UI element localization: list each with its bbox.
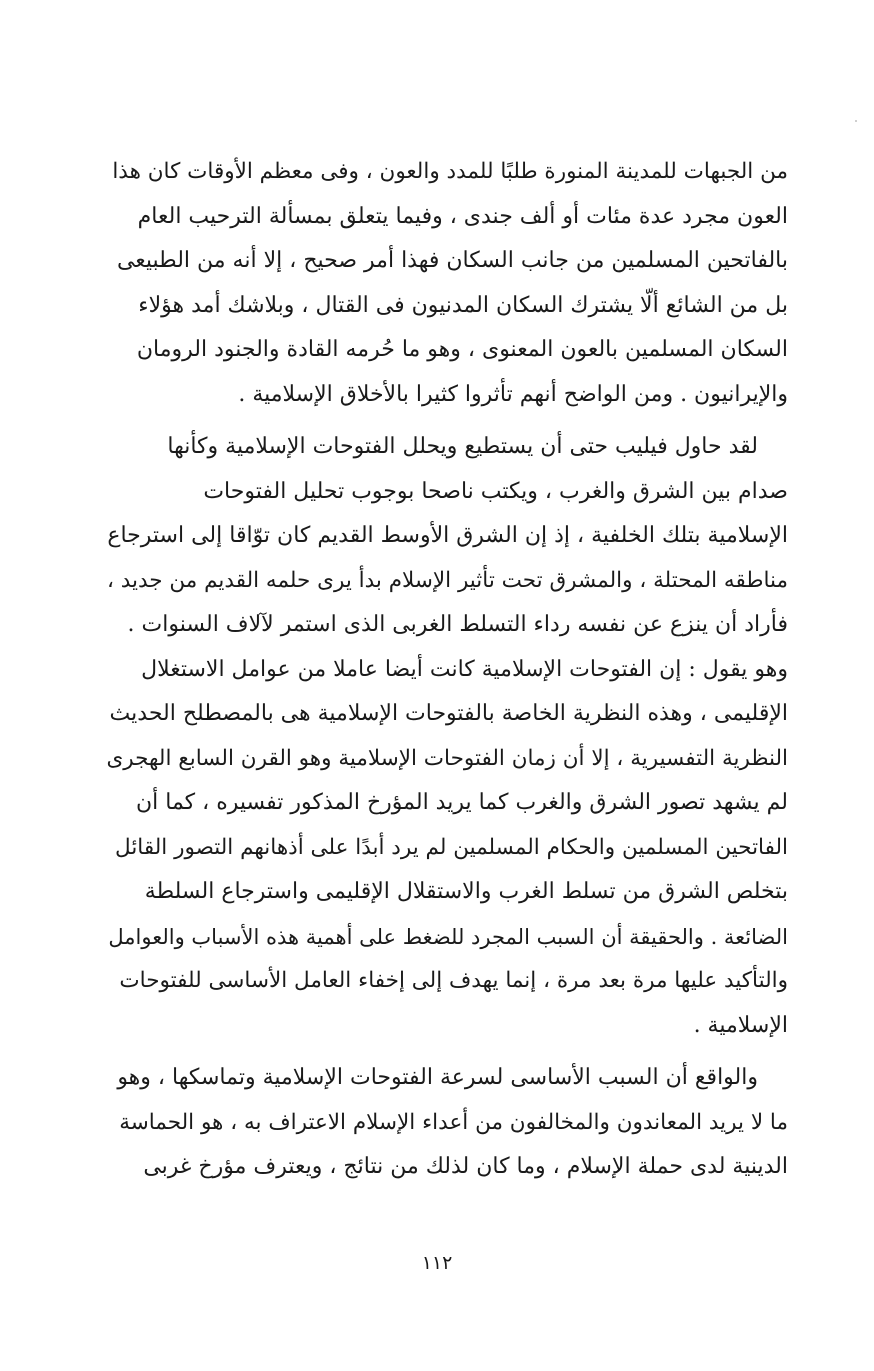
text-line: الإسلامية بتلك الخلفية ، إذ إن الشرق الأوسط القديم كان توّاقا إلى استرجاع	[107, 523, 788, 548]
text-line: والتأكيد عليها مرة بعد مرة ، إنما يهدف إلى إخفاء العامل الأساسى للفتوحات	[119, 968, 788, 993]
text-line: الفاتحين المسلمين والحكام المسلمين لم يرد أبدًا على أذهانهم التصور القائل	[115, 834, 788, 860]
text-line: لم يشهد تصور الشرق والغرب كما يريد المؤرخ المذكور تفسيره ، كما أن	[136, 790, 788, 815]
text-line: مناطقه المحتلة ، والمشرق تحت تأثير الإسلام بدأ يرى حلمه القديم من جديد ،	[106, 567, 788, 593]
text-line: الإسلامية .	[693, 1012, 788, 1038]
scan-speck	[855, 120, 857, 122]
text-line: السكان المسلمين بالعون المعنوى ، وهو ما حُرمه القادة والجنود الرومان	[136, 337, 788, 362]
paragraph-2	[105, 425, 788, 1048]
text-line: بالفاتحين المسلمين من جانب السكان فهذا أمر صحيح ، إلا أنه من الطبيعى	[116, 248, 788, 273]
paragraph-3	[105, 1056, 788, 1190]
text-line: والواقع أن السبب الأساسى لسرعة الفتوحات الإسلامية وتماسكها ، وهو	[117, 1065, 758, 1090]
text-line: الإقليمى ، وهذه النظرية الخاصة بالفتوحات الإسلامية هى بالمصطلح الحديث	[109, 701, 788, 726]
text-line: الدينية لدى حملة الإسلام ، وما كان لذلك من نتائج ، ويعترف مؤرخ غربى	[143, 1154, 788, 1179]
text-line: النظرية التفسيرية ، إلا أن زمان الفتوحات الإسلامية وهو القرن السابع الهجرى	[106, 745, 788, 771]
text-line: وهو يقول : إن الفتوحات الإسلامية كانت أيضا عاملا من عوامل الاستغلال	[141, 656, 788, 682]
text-line: فأراد أن ينزع عن نفسه رداء التسلط الغربى الذى استمر لآلاف السنوات .	[127, 612, 788, 637]
page-number: ١١٢	[421, 1252, 453, 1274]
text-line: الضائعة . والحقيقة أن السبب المجرد للضغط على أهمية هذه الأسباب والعوامل	[108, 924, 788, 949]
text-line: بتخلص الشرق من تسلط الغرب والاستقلال الإقليمى واسترجاع السلطة	[144, 879, 788, 904]
text-line: صدام بين الشرق والغرب ، ويكتب ناصحا بوجوب تحليل الفتوحات	[203, 478, 788, 504]
body-text	[105, 150, 788, 1190]
text-line: ما لا يريد المعاندون والمخالفون من أعداء الإسلام الاعتراف به ، هو الحماسة	[119, 1109, 788, 1135]
paragraph-1	[105, 150, 788, 417]
text-line: والإيرانيون . ومن الواضح أنهم تأثروا كثيرا بالأخلاق الإسلامية .	[238, 381, 788, 407]
text-line: من الجبهات للمدينة المنورة طلبًا للمدد والعون ، وفى معظم الأوقات كان هذا	[112, 159, 788, 184]
text-line: لقد حاول فيليب حتى أن يستطيع ويحلل الفتوحات الإسلامية وكأنها	[167, 434, 758, 459]
text-line: العون مجرد عدة مئات أو ألف جندى ، وفيما يتعلق بمسألة الترحيب العام	[137, 203, 788, 229]
text-line: بل من الشائع ألّا يشترك السكان المدنيون فى القتال ، وبلاشك أمد هؤلاء	[138, 292, 788, 318]
